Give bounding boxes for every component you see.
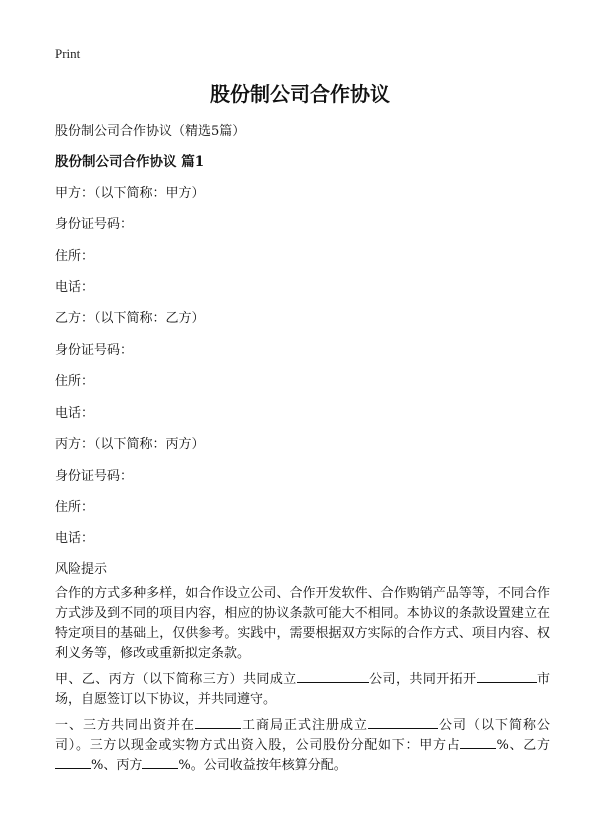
print-link[interactable]: Print [55, 46, 81, 61]
document-subtitle: 股份制公司合作协议（精选5篇） [55, 124, 246, 139]
page-title: 股份制公司合作协议 [210, 82, 390, 106]
party-a-phone-line: 电话： [55, 280, 95, 295]
risk-paragraph: 合作的方式多种多样，如合作设立公司、合作开发软件、合作购销产品等等，不同合作方式涉及到不同的项目内容，相应的协议条款可能大不相同。本协议的条款设置建立在特定项目的基础上，仅供参考。实践中，需要根据双方实际的合作方式、项目内容、权利义务等，修改或重新拟定条款。 [55, 586, 550, 661]
company-name-blank[interactable] [297, 670, 369, 683]
clause-1-text-1: 一、三方共同出资并在 [55, 718, 195, 733]
clause-1-paragraph [55, 716, 550, 776]
party-a-line: 甲方：（以下简称：甲方） [55, 186, 205, 201]
intro-text-2: 公司，共同开拓开 [368, 672, 477, 687]
company-blank[interactable] [368, 716, 438, 729]
party-b-phone-line: 电话： [55, 406, 95, 421]
clause-1-text-3: 公司（以下简称公司）。三方以现金或实物方式出资入股，公司股份分配如下：甲方占 [55, 718, 550, 753]
intro-text-3: 市场，自愿签订以下协议，并共同遵守。 [55, 672, 550, 707]
party-a-share-blank[interactable] [460, 736, 496, 749]
risk-title: 风险提示 [55, 562, 108, 577]
party-a-id-line: 身份证号码： [55, 217, 134, 232]
party-b-share-blank[interactable] [55, 756, 91, 769]
market-blank[interactable] [477, 670, 537, 683]
party-c-share-blank[interactable] [142, 756, 178, 769]
clause-1-text-5: %、丙方 [91, 758, 143, 773]
intro-text-1: 甲、乙、丙方（以下简称三方）共同成立 [55, 672, 297, 687]
party-b-id-line: 身份证号码： [55, 343, 134, 358]
party-c-id-line: 身份证号码： [55, 469, 134, 484]
clause-1-text-4: %、乙方 [496, 738, 550, 753]
party-a-address-line: 住所： [55, 249, 95, 264]
section-heading: 股份制公司合作协议 篇1 [55, 154, 205, 170]
clause-1-text-6: %。公司收益按年核算分配。 [178, 758, 347, 773]
party-b-address-line: 住所： [55, 374, 95, 389]
party-c-line: 丙方：（以下简称：丙方） [55, 437, 205, 452]
city-blank[interactable] [195, 716, 241, 729]
party-c-address-line: 住所： [55, 500, 95, 515]
party-b-line: 乙方：（以下简称：乙方） [55, 311, 205, 326]
clause-1-text-2: 工商局正式注册成立 [240, 718, 368, 733]
party-c-phone-line: 电话： [55, 531, 95, 546]
intro-paragraph [55, 670, 550, 710]
